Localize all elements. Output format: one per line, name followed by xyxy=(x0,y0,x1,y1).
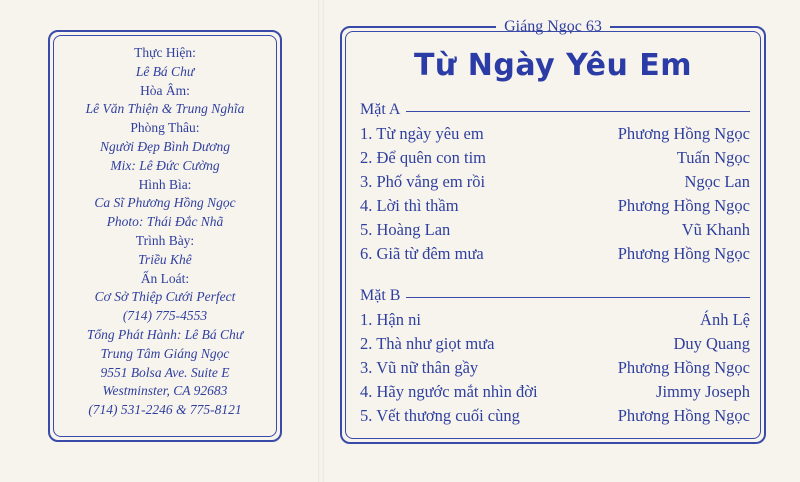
credit-line: Triều Khê xyxy=(138,251,192,267)
credit-line: Lê Bá Chư xyxy=(135,63,195,79)
credit-line: Hòa Âm: xyxy=(140,82,190,98)
track-row xyxy=(360,242,750,266)
tracklist-panel xyxy=(340,18,766,444)
side-a-heading xyxy=(360,100,750,120)
catalog-wrap xyxy=(342,16,764,38)
credit-line: Tổng Phát Hành: Lê Bá Chư xyxy=(86,326,244,342)
credit-line: Người Đẹp Bình Dương xyxy=(99,138,230,154)
track-title: 2. Thà như giọt mưa xyxy=(360,334,495,353)
credit-line: Trình Bày: xyxy=(135,232,195,248)
track-row xyxy=(360,332,750,356)
track-row xyxy=(360,194,750,218)
credit-line: Phòng Thâu: xyxy=(130,120,200,136)
track-artist: Phương Hồng Ngọc xyxy=(617,406,750,425)
side-b-rule xyxy=(406,297,750,298)
track-artist: Phương Hồng Ngọc xyxy=(617,124,750,143)
track-artist: Phương Hồng Ngọc xyxy=(617,196,750,215)
track-artist: Jimmy Joseph xyxy=(656,382,750,401)
credit-line: Photo: Thái Đắc Nhã xyxy=(106,214,224,230)
track-title: 1. Hận ni xyxy=(360,310,421,329)
track-row xyxy=(360,308,750,332)
track-row xyxy=(360,146,750,170)
track-title: 6. Giã từ đêm mưa xyxy=(360,244,484,263)
credit-line: Thực Hiện: xyxy=(134,45,196,60)
side-a-label: Mặt A xyxy=(360,101,401,118)
credit-line: (714) 531-2246 & 775-8121 xyxy=(88,402,242,418)
track-artist: Ánh Lệ xyxy=(700,310,750,329)
credit-line: Ca Sĩ Phương Hồng Ngọc xyxy=(94,195,236,211)
credit-line: 9551 Bolsa Ave. Suite E xyxy=(100,364,230,380)
credit-line: Trung Tâm Giáng Ngọc xyxy=(100,345,230,361)
track-row xyxy=(360,356,750,380)
track-title: 4. Lời thì thầm xyxy=(360,196,459,215)
album-title: Từ Ngày Yêu Em xyxy=(413,48,693,83)
credits-list xyxy=(50,44,280,420)
track-title: 3. Vũ nữ thân gầy xyxy=(360,358,479,377)
side-b-label: Mặt B xyxy=(360,287,401,304)
track-title: 1. Từ ngày yêu em xyxy=(360,124,484,143)
credit-line: Hình Bìa: xyxy=(138,176,192,192)
track-artist: Phương Hồng Ngọc xyxy=(617,244,750,263)
track-row xyxy=(360,404,750,428)
track-title: 5. Hoàng Lan xyxy=(360,220,451,239)
track-artist: Phương Hồng Ngọc xyxy=(617,358,750,377)
track-artist: Ngọc Lan xyxy=(684,172,750,191)
side-a-rule xyxy=(406,111,750,112)
track-artist: Tuấn Ngọc xyxy=(676,148,750,167)
track-title: 5. Vết thương cuối cùng xyxy=(360,406,520,425)
side-b-heading xyxy=(360,286,750,306)
track-artist: Vũ Khanh xyxy=(681,220,750,239)
track-row xyxy=(360,218,750,242)
page-fold xyxy=(318,0,324,482)
track-title: 3. Phố vắng em rồi xyxy=(360,172,486,191)
credit-line: Mix: Lê Đức Cường xyxy=(110,157,220,173)
track-artist: Duy Quang xyxy=(673,334,750,353)
side-a-track-list xyxy=(360,122,750,266)
credit-line: Westminster, CA 92683 xyxy=(102,383,228,399)
side-b-track-list xyxy=(360,308,750,428)
catalog-number: Giáng Ngọc 63 xyxy=(496,16,610,38)
track-title: 4. Hãy ngước mắt nhìn đời xyxy=(360,382,538,401)
credit-line: Cơ Sở Thiệp Cưới Perfect xyxy=(94,289,236,305)
credit-line: Ấn Loát: xyxy=(140,270,190,286)
credit-line: (714) 775-4553 xyxy=(122,308,208,324)
track-title: 2. Để quên con tim xyxy=(360,148,487,167)
credits-panel xyxy=(48,30,282,442)
track-row xyxy=(360,122,750,146)
credit-line: Lê Văn Thiện & Trung Nghĩa xyxy=(85,101,245,117)
track-row xyxy=(360,380,750,404)
track-row xyxy=(360,170,750,194)
